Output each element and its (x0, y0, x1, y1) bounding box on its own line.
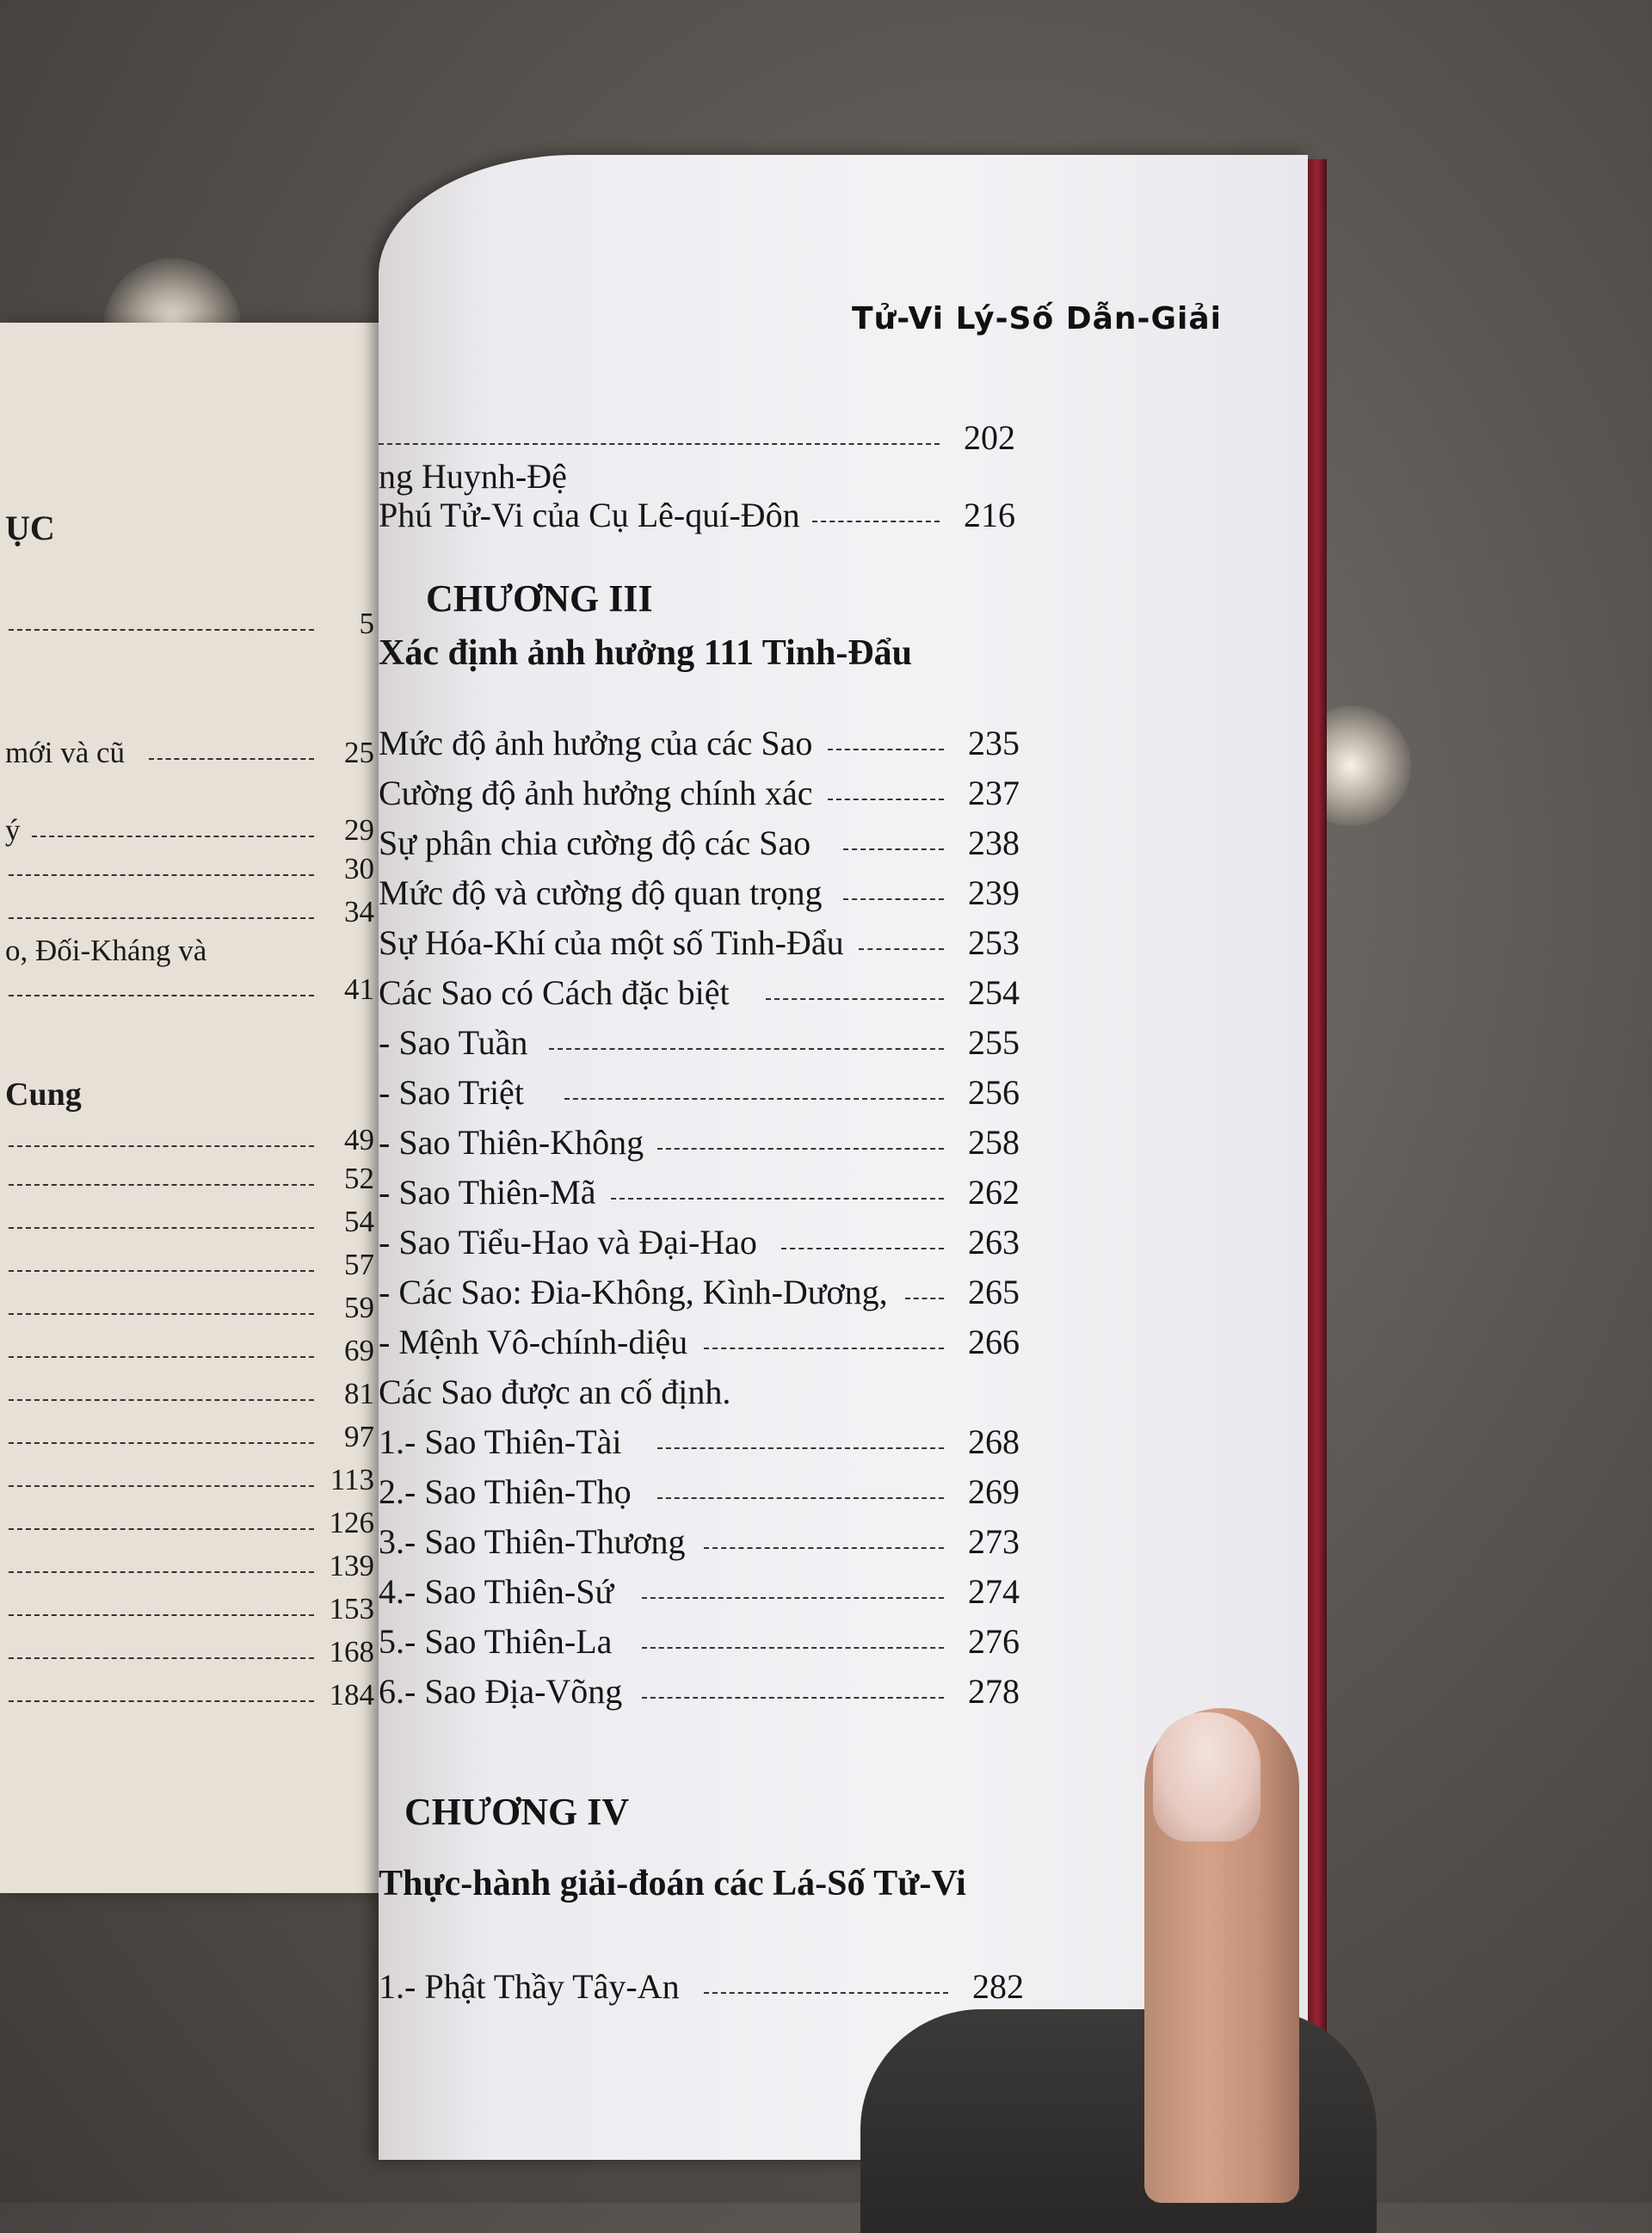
toc-entry-page: 253 (968, 923, 1020, 962)
toc-dot-leader (642, 1697, 944, 1699)
toc-dot-leader (32, 836, 314, 837)
toc-entry-page: 262 (968, 1173, 1020, 1212)
toc-entry (0, 934, 374, 972)
toc-entry (379, 1621, 1020, 1666)
toc-entry (0, 1291, 374, 1329)
toc-dot-leader (828, 749, 944, 750)
toc-dot-leader (9, 1184, 314, 1186)
toc-entry-page: 49 (344, 1123, 374, 1157)
toc-entry (379, 1172, 1020, 1217)
toc-dot-leader (9, 1528, 314, 1530)
toc-entry (379, 1521, 1020, 1566)
toc-entry-label: Sự Hóa-Khí của một số Tinh-Đẩu (379, 923, 844, 962)
toc-entry-label: 3.- Sao Thiên-Thương (379, 1522, 686, 1561)
toc-entry (0, 852, 374, 890)
toc-entry (379, 1022, 1020, 1067)
toc-dot-leader (379, 443, 940, 445)
toc-entry (0, 1678, 374, 1716)
toc-dot-leader (9, 995, 314, 996)
chapter-3-title: CHƯƠNG III (426, 577, 653, 620)
toc-dot-leader (9, 629, 314, 631)
toc-entry-label: Các Sao được an cố định. (379, 1372, 731, 1411)
toc-entry-page: 52 (344, 1162, 374, 1195)
toc-entry-page: 254 (968, 973, 1020, 1012)
toc-entry (0, 972, 374, 1010)
toc-dot-leader (9, 1270, 314, 1272)
toc-entry (0, 1205, 374, 1243)
toc-dot-leader (642, 1597, 944, 1599)
toc-dot-leader (564, 1098, 944, 1100)
toc-entry-page: 57 (344, 1248, 374, 1281)
toc-dot-leader (704, 1547, 944, 1549)
toc-entry-label: - Mệnh Vô-chính-diệu (379, 1323, 688, 1361)
toc-dot-leader (9, 1700, 314, 1702)
toc-entry-page: 153 (329, 1592, 374, 1625)
toc-entry-label: ý (5, 813, 21, 847)
toc-entry-page: 265 (968, 1273, 1020, 1311)
toc-entry-page: 113 (330, 1463, 374, 1496)
toc-entry-label: Mức độ ảnh hưởng của các Sao (379, 724, 813, 762)
toc-entry-label: - Sao Thiên-Không (379, 1123, 644, 1162)
toc-entry-label: 2.- Sao Thiên-Thọ (379, 1472, 632, 1511)
toc-entry (379, 972, 1020, 1017)
chapter-4-title: CHƯƠNG IV (404, 1791, 630, 1833)
toc-entry (379, 1072, 1020, 1117)
toc-entry-page: 273 (968, 1522, 1020, 1561)
toc-entry-label: - Sao Thiên-Mã (379, 1173, 596, 1212)
toc-entry-label: 1.- Phật Thầy Tây-An (379, 1967, 680, 2006)
toc-entry (379, 773, 1020, 817)
toc-entry-page: 41 (344, 972, 374, 1006)
toc-entry (0, 1635, 374, 1673)
toc-dot-leader (657, 1447, 944, 1449)
toc-entry-label: Phú Tử-Vi của Cụ Lê-quí-Đôn (379, 496, 800, 534)
toc-entry (379, 1571, 1020, 1616)
fingernail (1153, 1712, 1261, 1841)
toc-entry (0, 813, 374, 851)
toc-dot-leader (905, 1298, 944, 1299)
toc-dot-leader (781, 1248, 944, 1249)
toc-entry (379, 1422, 1020, 1466)
toc-dot-leader (812, 521, 940, 522)
toc-entry-page: 139 (329, 1549, 374, 1582)
toc-dot-leader (9, 917, 314, 919)
toc-entry (379, 1372, 1020, 1416)
toc-entry-page: 184 (329, 1678, 374, 1712)
toc-dot-leader (843, 848, 944, 850)
chapter-3-subtitle: Xác định ảnh hưởng 111 Tinh-Đẩu (379, 633, 913, 673)
toc-entry (0, 1162, 374, 1200)
toc-entry-page: 126 (329, 1506, 374, 1539)
toc-entry (379, 1322, 1020, 1366)
toc-dot-leader (9, 1227, 314, 1229)
toc-dot-leader (9, 1313, 314, 1315)
toc-entry (379, 1471, 1020, 1516)
toc-entry-page: 258 (968, 1123, 1020, 1162)
toc-entry (379, 1966, 1024, 2011)
toc-entry-page: 274 (968, 1572, 1020, 1611)
toc-entry-label: 5.- Sao Thiên-La (379, 1622, 613, 1661)
toc-entry-label: 6.- Sao Địa-Võng (379, 1672, 623, 1711)
toc-dot-leader (9, 1485, 314, 1487)
toc-entry (0, 1076, 374, 1113)
toc-entry-page: 34 (344, 895, 374, 928)
toc-entry (379, 1122, 1020, 1167)
toc-dot-leader (149, 758, 314, 760)
toc-entry-page: 168 (329, 1635, 374, 1669)
toc-entry (0, 1549, 374, 1587)
toc-entry (379, 1272, 1020, 1317)
toc-dot-leader (9, 1657, 314, 1659)
toc-dot-leader (859, 948, 944, 950)
toc-entry-page: 276 (968, 1622, 1020, 1661)
toc-entry-page: 30 (344, 852, 374, 885)
toc-dot-leader (9, 1571, 314, 1573)
left-book-page (0, 323, 383, 1893)
toc-entry (0, 1592, 374, 1630)
toc-entry (379, 723, 1020, 768)
toc-entry (0, 1123, 374, 1161)
left-page-heading: ỤC (5, 509, 55, 547)
toc-entry-page: 256 (968, 1073, 1020, 1112)
book-page-edge (1308, 159, 1327, 2151)
toc-entry (0, 1420, 374, 1458)
toc-entry-page: 255 (968, 1023, 1020, 1062)
toc-entry-page: 69 (344, 1334, 374, 1367)
toc-entry-label: Các Sao có Cách đặc biệt (379, 973, 730, 1012)
toc-entry-label: - Sao Tuần (379, 1023, 528, 1062)
toc-entry-label: Cường độ ảnh hưởng chính xác (379, 774, 813, 812)
toc-entry (379, 1222, 1020, 1267)
toc-dot-leader (704, 1992, 948, 1994)
toc-entry (0, 607, 374, 645)
toc-entry-page: 266 (968, 1323, 1020, 1361)
toc-entry-page: 235 (968, 724, 1020, 762)
toc-dot-leader (611, 1198, 944, 1200)
toc-entry (379, 873, 1020, 917)
toc-entry-page: 81 (344, 1377, 374, 1410)
toc-dot-leader (9, 1442, 314, 1444)
toc-entry-page: 5 (359, 607, 374, 640)
toc-entry (379, 823, 1020, 867)
toc-entry-label: o, Đối-Kháng và (5, 934, 207, 967)
toc-entry-label: ng Huynh-Đệ (379, 457, 567, 496)
toc-entry-page: 29 (344, 813, 374, 847)
toc-entry-page: 282 (972, 1967, 1024, 2006)
toc-entry (0, 1248, 374, 1286)
toc-dot-leader (828, 799, 944, 800)
toc-entry-page: 263 (968, 1223, 1020, 1261)
toc-entry-page: 268 (968, 1422, 1020, 1461)
toc-entry (0, 1506, 374, 1544)
toc-entry-label: Mức độ và cường độ quan trọng (379, 873, 823, 912)
toc-dot-leader (766, 998, 944, 1000)
toc-entry-page: 25 (344, 736, 374, 769)
toc-entry-page: 238 (968, 823, 1020, 862)
toc-entry (0, 1334, 374, 1372)
toc-dot-leader (704, 1348, 944, 1349)
toc-entry-page: 216 (964, 496, 1015, 534)
toc-entry-page: 59 (344, 1291, 374, 1324)
toc-entry (0, 895, 374, 933)
toc-dot-leader (9, 1145, 314, 1147)
toc-entry-label: Sự phân chia cường độ các Sao (379, 823, 811, 862)
toc-entry-page: 269 (968, 1472, 1020, 1511)
toc-entry (379, 922, 1020, 967)
toc-entry-label: - Các Sao: Đia-Không, Kình-Dương, (379, 1273, 888, 1311)
toc-entry (0, 736, 374, 774)
toc-entry (0, 1463, 374, 1501)
toc-dot-leader (843, 898, 944, 900)
toc-entry-page: 202 (964, 418, 1015, 457)
toc-entry (0, 1377, 374, 1415)
toc-entry-page: 278 (968, 1672, 1020, 1711)
toc-dot-leader (9, 874, 314, 876)
toc-dot-leader (657, 1148, 944, 1150)
toc-entry-page: 97 (344, 1420, 374, 1453)
toc-dot-leader (9, 1399, 314, 1401)
toc-dot-leader (549, 1048, 944, 1050)
toc-entry-label: 4.- Sao Thiên-Sứ (379, 1572, 614, 1611)
toc-entry-page: 239 (968, 873, 1020, 912)
running-head: Tử-Vi Lý-Số Dẫn-Giải (852, 301, 1222, 336)
toc-dot-leader (642, 1647, 944, 1649)
toc-entry (379, 495, 1015, 540)
toc-entry-label: - Sao Triệt (379, 1073, 524, 1112)
toc-entry-label: mới và cũ (5, 736, 126, 769)
toc-entry-label: 1.- Sao Thiên-Tài (379, 1422, 622, 1461)
toc-entry (379, 1671, 1020, 1716)
toc-entry-label: - Sao Tiểu-Hao và Đại-Hao (379, 1223, 757, 1261)
toc-entry-page: 54 (344, 1205, 374, 1238)
toc-entry-page: 237 (968, 774, 1020, 812)
hand-shadow (860, 2009, 1377, 2233)
toc-dot-leader (657, 1497, 944, 1499)
toc-entry-label: Cung (5, 1076, 82, 1113)
toc-dot-leader (9, 1356, 314, 1358)
toc-dot-leader (9, 1614, 314, 1616)
chapter-4-subtitle: Thực-hành giải-đoán các Lá-Số Tử-Vi (379, 1864, 966, 1903)
